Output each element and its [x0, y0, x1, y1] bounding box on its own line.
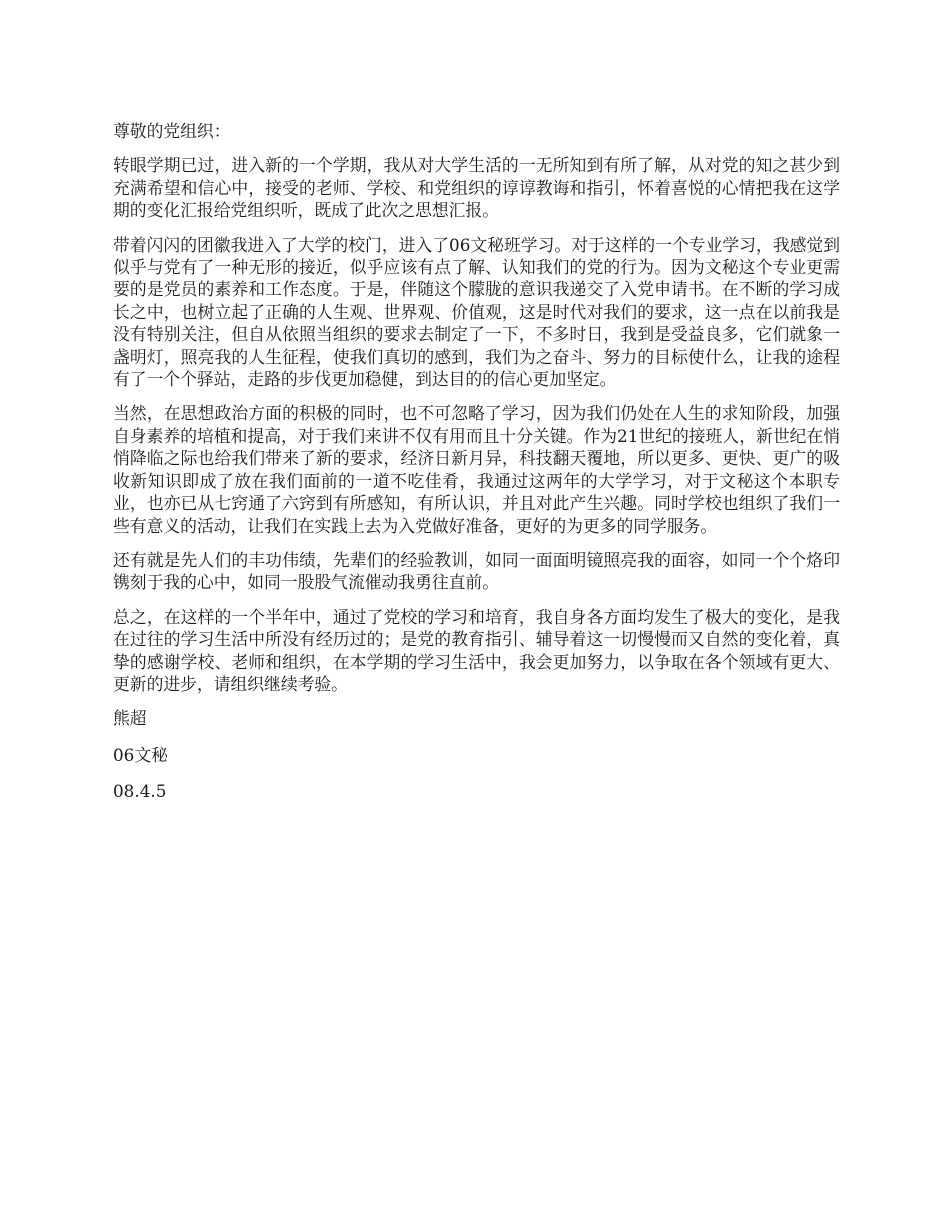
document-page: [113, 120, 840, 817]
paragraph-study: 当然，在思想政治方面的积极的同时，也不可忽略了学习，因为我们仍处在人生的求知阶段，加强自身素养的培植和提高，对于我们来讲不仅有用而且十分关键。作为21世纪的接班人，新世纪在悄悄降临之际也给我们带来了新的要求，经济日新月异，科技翻天覆地，所以更多、更快、更广的吸收新知识即成了放在我们面前的一道不吃佳肴，我通过这两年的大学学习，对于文秘这个本职专业，也亦已从七窍通了六窍到有所感知，有所认识，并且对此产生兴趣。同时学校也组织了我们一些有意义的活动，让我们在实践上去为入党做好准备，更好的为更多的同学服务。: [113, 403, 840, 536]
salutation: 尊敬的党组织：: [113, 121, 231, 141]
signature-date: 08.4.5: [113, 781, 167, 802]
paragraph-predecessors: 还有就是先人们的丰功伟绩，先辈们的经验教训，如同一面面明镜照亮我的面容，如同一个个烙印镌刻于我的心中，如同一股股气流催动我勇往直前。: [113, 549, 840, 593]
paragraph-major: 带着闪闪的团徽我进入了大学的校门，进入了06文秘班学习。对于这样的一个专业学习，我感觉到似乎与党有了一种无形的接近，似乎应该有点了解、认知我们的党的行为。因为文秘这个专业更需要的是党员的素养和工作态度。于是，伴随这个朦胧的意识我递交了入党申请书。在不断的学习成长之中，也树立起了正确的人生观、世界观、价值观，这是时代对我们的要求，这一点在以前我是没有特别关注，但自从依照当组织的要求去制定了一下，不多时日，我到是受益良多，它们就象一盏明灯，照亮我的人生征程，使我们真切的感到，我们为之奋斗、努力的目标使什么，让我的途程有了一个个驿站，走路的步伐更加稳健，到达目的的信心更加坚定。: [113, 234, 840, 390]
signature-class: 06文秘: [113, 744, 168, 765]
signature-name: 熊超: [113, 708, 147, 729]
paragraph-conclusion: 总之，在这样的一个半年中，通过了党校的学习和培育，我自身各方面均发生了极大的变化，是我在过往的学习生活中所没有经历过的；是党的教育指引、辅导着这一切慢慢而又自然的变化着，真挚的感谢学校、老师和组织，在本学期的学习生活中，我会更加努力，以争取在各个领域有更大、更新的进步，请组织继续考验。: [113, 606, 840, 694]
paragraph-intro: 转眼学期已过，进入新的一个学期，我从对大学生活的一无所知到有所了解，从对党的知之甚少到充满希望和信心中，接受的老师、学校、和党组织的谆谆教诲和指引，怀着喜悦的心情把我在这学期的变化汇报给党组织听，既成了此次之思想汇报。: [113, 155, 840, 221]
